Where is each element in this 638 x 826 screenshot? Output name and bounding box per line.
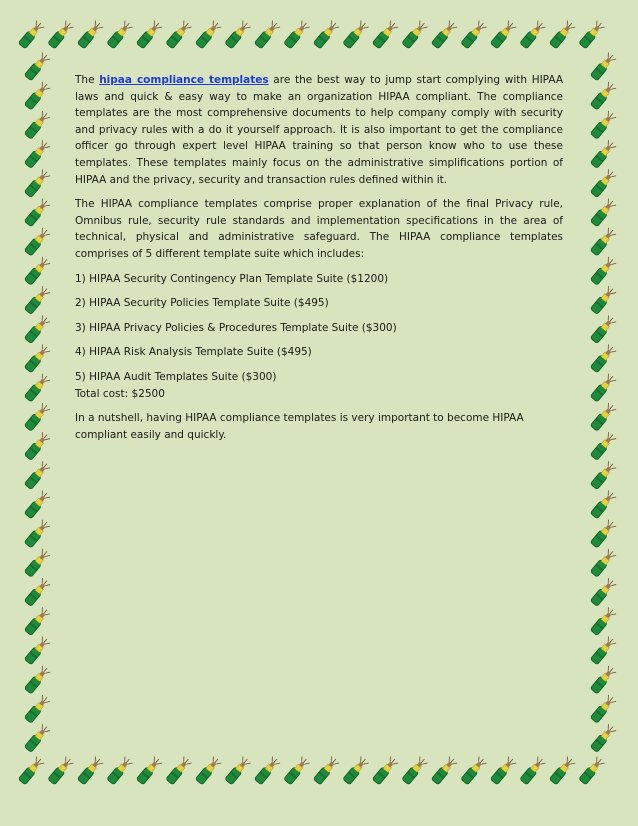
- champagne-bottle-icon: [24, 227, 51, 256]
- champagne-bottle-icon: [460, 20, 487, 49]
- champagne-bottle-icon: [24, 198, 51, 227]
- champagne-bottle-icon: [590, 169, 617, 198]
- champagne-bottle-icon: [590, 344, 617, 373]
- champagne-bottle-icon: [165, 756, 192, 785]
- champagne-bottle-icon: [431, 756, 458, 785]
- champagne-bottle-icon: [590, 256, 617, 285]
- champagne-bottle-icon: [590, 52, 617, 81]
- champagne-bottle-icon: [590, 490, 617, 519]
- champagne-bottle-icon: [24, 373, 51, 402]
- intro-paragraph: [75, 72, 563, 188]
- champagne-bottle-icon: [47, 20, 74, 49]
- champagne-bottle-icon: [372, 20, 399, 49]
- champagne-bottle-icon: [254, 756, 281, 785]
- champagne-bottle-icon: [549, 20, 576, 49]
- champagne-bottle-icon: [590, 110, 617, 139]
- conclusion-paragraph: In a nutshell, having HIPAA compliance templates is very important to become HIPAA compliant easily and quickly.: [75, 412, 524, 441]
- champagne-bottle-icon: [165, 20, 192, 49]
- champagne-bottle-icon: [283, 20, 310, 49]
- champagne-bottle-icon: [590, 402, 617, 431]
- champagne-bottle-icon: [401, 756, 428, 785]
- champagne-bottle-icon: [549, 756, 576, 785]
- champagne-bottle-icon: [24, 344, 51, 373]
- champagne-bottle-icon: [77, 756, 104, 785]
- champagne-bottle-icon: [24, 636, 51, 665]
- list-item: 2) HIPAA Security Policies Template Suite ($495): [75, 297, 329, 310]
- champagne-bottle-icon: [590, 373, 617, 402]
- champagne-bottle-icon: [106, 20, 133, 49]
- champagne-bottle-icon: [24, 431, 51, 460]
- champagne-bottle-icon: [519, 20, 546, 49]
- champagne-bottle-icon: [24, 694, 51, 723]
- champagne-bottle-icon: [136, 20, 163, 49]
- champagne-bottle-icon: [18, 20, 45, 49]
- document-body: [75, 72, 563, 451]
- champagne-bottle-icon: [254, 20, 281, 49]
- champagne-bottle-icon: [401, 20, 428, 49]
- champagne-bottle-icon: [590, 636, 617, 665]
- list-item: 4) HIPAA Risk Analysis Template Suite ($495): [75, 346, 312, 359]
- champagne-bottle-icon: [313, 20, 340, 49]
- champagne-bottle-icon: [47, 756, 74, 785]
- champagne-bottle-icon: [24, 402, 51, 431]
- champagne-bottle-icon: [590, 519, 617, 548]
- hipaa-templates-link[interactable]: hipaa compliance templates: [99, 74, 269, 86]
- champagne-bottle-icon: [342, 756, 369, 785]
- intro-lead: The: [75, 74, 100, 86]
- champagne-bottle-icon: [24, 607, 51, 636]
- champagne-bottle-icon: [24, 285, 51, 314]
- champagne-bottle-icon: [24, 723, 51, 752]
- champagne-bottle-icon: [283, 756, 310, 785]
- champagne-bottle-icon: [590, 723, 617, 752]
- champagne-bottle-icon: [519, 756, 546, 785]
- champagne-bottle-icon: [195, 756, 222, 785]
- champagne-bottle-icon: [431, 20, 458, 49]
- champagne-bottle-icon: [106, 756, 133, 785]
- champagne-bottle-icon: [77, 20, 104, 49]
- champagne-bottle-icon: [224, 20, 251, 49]
- templates-paragraph: The HIPAA compliance templates comprise proper explanation of the final Privacy rule, Omnibus rule, security rule standards and implementation specifications in the area of technical, physical and administrative safeguard. The HIPAA compliance templates comprises of 5 different template suite which includes:: [75, 198, 563, 260]
- champagne-bottle-icon: [195, 20, 222, 49]
- champagne-bottle-icon: [578, 756, 605, 785]
- champagne-bottle-icon: [24, 81, 51, 110]
- champagne-bottle-icon: [24, 665, 51, 694]
- total-cost: Total cost: $2500: [75, 387, 165, 400]
- champagne-bottle-icon: [24, 139, 51, 168]
- champagne-bottle-icon: [590, 198, 617, 227]
- champagne-bottle-icon: [24, 52, 51, 81]
- champagne-bottle-icon: [590, 548, 617, 577]
- list-item: 3) HIPAA Privacy Policies & Procedures Template Suite ($300): [75, 321, 397, 334]
- champagne-bottle-icon: [24, 110, 51, 139]
- champagne-bottle-icon: [342, 20, 369, 49]
- champagne-bottle-icon: [590, 607, 617, 636]
- champagne-bottle-icon: [24, 256, 51, 285]
- champagne-bottle-icon: [24, 461, 51, 490]
- champagne-bottle-icon: [24, 315, 51, 344]
- champagne-bottle-icon: [24, 577, 51, 606]
- list-item: 1) HIPAA Security Contingency Plan Template Suite ($1200): [75, 272, 389, 285]
- champagne-bottle-icon: [490, 756, 517, 785]
- champagne-bottle-icon: [590, 694, 617, 723]
- champagne-bottle-icon: [590, 81, 617, 110]
- champagne-bottle-icon: [590, 431, 617, 460]
- champagne-bottle-icon: [590, 139, 617, 168]
- champagne-bottle-icon: [136, 756, 163, 785]
- champagne-bottle-icon: [590, 665, 617, 694]
- champagne-bottle-icon: [24, 548, 51, 577]
- champagne-bottle-icon: [590, 315, 617, 344]
- intro-rest: are the best way to jump start complying with HIPAA laws and quick & easy way to make an organization HIPAA compliant. The compliance templates are the most comprehensive documents to help company comply with security and privacy rules with a do it yourself approach. It is also important to get the compliance officer go through expert level HIPAA training so that person know who to use these templates. These templates mainly focus on the administrative simplifications portion of HIPAA and the privacy, security and transaction rules defined within it.: [75, 74, 563, 186]
- champagne-bottle-icon: [590, 577, 617, 606]
- champagne-bottle-icon: [578, 20, 605, 49]
- champagne-bottle-icon: [460, 756, 487, 785]
- champagne-bottle-icon: [590, 227, 617, 256]
- champagne-bottle-icon: [224, 756, 251, 785]
- champagne-bottle-icon: [372, 756, 399, 785]
- champagne-bottle-icon: [24, 519, 51, 548]
- champagne-bottle-icon: [313, 756, 340, 785]
- champagne-bottle-icon: [590, 285, 617, 314]
- champagne-bottle-icon: [490, 20, 517, 49]
- champagne-bottle-icon: [18, 756, 45, 785]
- champagne-bottle-icon: [590, 461, 617, 490]
- list-item: 5) HIPAA Audit Templates Suite ($300): [75, 370, 277, 383]
- champagne-bottle-icon: [24, 169, 51, 198]
- champagne-bottle-icon: [24, 490, 51, 519]
